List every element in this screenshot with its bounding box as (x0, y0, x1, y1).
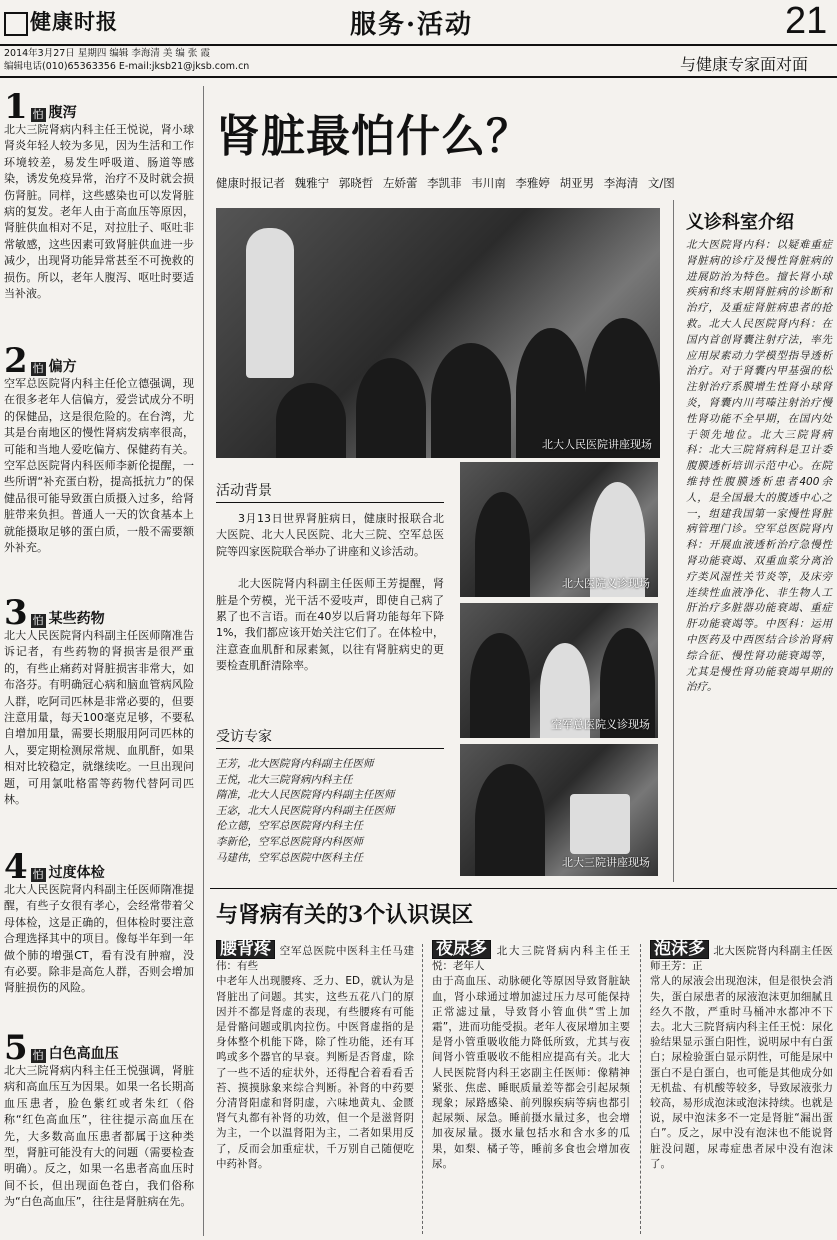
fear-text: 北大人民医院肾内科副主任医师隋准告诉记者，有些药物的肾损害是很严重的，有些止痛药对肾脏损害非常大，如布洛芬。有明确冠心病和脑血管病风险人群，吃阿司匹林是非常必要的，但要注意用量，每天100毫克足够，不要私自增加用量，需要长期服用阿司匹林的人，要定期检测尿常规、血肌酐，如果相对比较稳定，就继续吃。一旦出现问题，可用氯吡格雷等药物代替阿司匹林。 (4, 629, 194, 807)
masthead-rule (0, 76, 837, 78)
myth-tag: 腰背疼 (216, 940, 275, 959)
fear-title: 某些药物 (48, 611, 105, 627)
section-rule (210, 888, 837, 889)
fear-tag: 怕 (32, 108, 44, 121)
myth-text: 由于高血压、动脉硬化等原因导致肾脏缺血，肾小球通过增加滤过压力尽可能保持正常滤过量，导致肾小管血供“雪上加霜”，进而功能受损。老年人夜尿增加主要是肾小管重吸收能力降低所致，尤其与夜间肾小管重吸收不能相应提高有关。北大人民医院肾内科王宓副主任医师：像精神紧张、焦虑、睡眠质量差等都会引起尿频现象；尿路感染、前列腺疾病等病也都引起尿频、尿急。睡前摄水量过多，也会增加夜尿量。摄水量包括水和含水多的瓜果，如梨、橘子等，睡前多食也会增加夜尿。 (432, 975, 630, 1170)
lecture-photo (216, 208, 660, 458)
clinic-title: 义诊科室介绍 (686, 212, 794, 233)
booklet-figure (570, 794, 630, 854)
myth-tag: 夜尿多 (432, 940, 491, 959)
section-title: 服务·活动 (350, 10, 474, 40)
expert-item: 李新伦，空军总医院肾内科医师 (216, 835, 363, 848)
background-rule (216, 502, 444, 503)
fear-5 (4, 1028, 194, 1211)
fear-title: 腹泻 (48, 105, 77, 121)
fear-text: 北大人民医院肾内科副主任医师隋准提醒，有些子女很有孝心，会经常带着父母体检，这是正确的，但体检时要注意合理选择其中的项目。像每半年到一年做个肺的增强CT，看有没有肿瘤，没有必要。除非是高危人群，否则会增加肾脏损伤的风险。 (4, 883, 194, 995)
background-box (216, 480, 444, 675)
myth-intro: 北大三院肾病内科主任王悦：老年人 (432, 945, 630, 973)
myth-intro: 北大医院肾内科副主任医师王芳：正 (650, 945, 833, 973)
myths-title: 与肾病有关的3个认识误区 (216, 902, 474, 928)
fear-tag: 怕 (32, 868, 44, 881)
photo-caption: 北大人民医院讲座现场 (542, 438, 652, 451)
logo-mark-icon (4, 12, 28, 36)
background-p2: 北大医院肾内科副主任医师王芳提醒，肾脏是个劳模，光干活不爱吱声，即使自己病了累了也不言语。而在40岁以后肾功能每年下降1%，我们都应该开始关注它们了。在体检中，注意查血肌酐和尿素氮，以往有肾脏病史的更要检查肌酐清除率。 (216, 577, 444, 673)
myth-intro: 空军总医院中医科主任马建伟：有些 (216, 945, 414, 973)
myth-divider (422, 944, 423, 1234)
experts-rule (216, 748, 444, 749)
myth-tag: 泡沫多 (650, 940, 709, 959)
newspaper-logo (4, 6, 118, 36)
byline: 健康时报记者 魏雅宁 郭晓哲 左娇蕾 李凯菲 韦川南 李雅婷 胡亚男 李海清 文/图 (216, 176, 675, 190)
myth-2 (432, 940, 630, 1172)
fear-number: 2 (4, 341, 28, 381)
background-p1: 3月13日世界肾脏病日，健康时报联合北大医院、北大人民医院、北大三院、空军总医院等四家医院联合举办了讲座和义诊活动。 (216, 512, 444, 558)
photo-caption: 北大三院讲座现场 (562, 856, 650, 869)
fear-text: 北大三院肾病内科主任王悦强调，肾脏病和高血压互为因果。如果一名长期高血压患者，脸色紫红或者朱红（俗称“红色高血压”，往往提示高血压在先，大多数高血压患者都属于这种类型，肾脏可能没有大的问题（需要检查明确）。反之，如果一名患者高血压时间不长，但出现面色苍白，我们俗称为“白色高血压”，往往是肾脏病在先。 (4, 1064, 194, 1209)
person-figure (470, 633, 530, 738)
expert-item: 王悦，北大三院肾病内科主任 (216, 773, 353, 786)
fear-number: 1 (4, 87, 28, 127)
fear-number: 3 (4, 593, 28, 633)
fear-number: 5 (4, 1028, 28, 1068)
fear-4 (4, 847, 194, 997)
photo-caption: 空军总医院义诊现场 (551, 718, 650, 731)
fear-tag: 怕 (32, 362, 44, 375)
myth-text: 中老年人出现腰疼、乏力、ED，就认为是肾脏出了问题。其实，这些五花八门的原因并不都是肾虚的表现，有些腰疼有可能是骨骼问题或肌肉拉伤。中医肾虚指的是身体整个机能下降，除了性功能，还有耳鸣或多个器官的早衰。判断是否肾虚，除了一些不适的症状外，还得配合着看看舌苔、摸摸脉象来综合判断。补肾的中药要分清肾阳虚和肾阴虚，六味地黄丸、金匮肾气丸都有补肾的功效，但一个是滋肾阴为主，一个以温肾阳为主，二者如果用反了，反而会加重症状，千万别自己随便吃中药补肾。 (216, 975, 414, 1170)
person-figure (475, 764, 545, 876)
fear-title: 偏方 (48, 359, 77, 375)
column-divider (673, 200, 674, 882)
background-title: 活动背景 (216, 483, 272, 499)
audience-figure (276, 383, 346, 458)
fear-title: 白色高血压 (48, 1046, 119, 1062)
expert-item: 伦立德，空军总医院肾内科主任 (216, 820, 363, 833)
fear-tag: 怕 (32, 614, 44, 627)
clinic-text: 北大医院肾内科：以疑难重症肾脏病的诊疗及慢性肾脏病的进展防治为特色。擅长肾小球疾病和终末期肾脏病的诊断和治疗，及重症肾脏病患者的抢救。北大人民医院肾内科：在国内首创肾囊注射疗法，率先应用尿素动力学模型指导透析治疗。对于肾囊内甲基强的松注射治疗系膜增生性肾小球肾炎，肾囊内川芎嗪注射治疗慢性肾功能不全早期，在国内处于领先地位。北大三院肾病科：北大三院肾病科是卫计委腹膜透析培训示范中心。在院维持性腹膜透析患者400余人，是全国最大的腹透中心之一，组建我国第一家慢性肾脏病管理门诊。空军总医院肾内科：开展血液透析治疗急慢性肾功能衰竭、双重血浆分离治疗类风湿性关节炎等，及床旁连续性血液净化、非生物人工肝治疗多脏器功能衰竭、重症肝功能衰竭等。中医科：运用中医药及中西医结合诊治肾病综合征、慢性肾功能衰竭等，尤其是慢性肾功能衰竭早期的治疗。 (686, 239, 832, 694)
expert-item: 马建伟，空军总医院中医科主任 (216, 851, 363, 864)
column-name: 与健康专家面对面 (680, 55, 809, 74)
clinic-photo-bd (460, 462, 658, 597)
audience-figure (431, 343, 511, 458)
fear-text: 北大三院肾病内科主任王悦说，肾小球肾炎年轻人较为多见，因为生活和工作环境较差，易发生呼吸道、肠道等感染，诱发免疫异常，治疗不及时就会损伤肾脏。同样，这些感染也可以发肾脏病的复发。老年人由于高血压等原因，肾脏供血相对不足，对拉肚子、呕吐非常敏感，这些因素可致肾脏供血进一步减少，出现肾功能异常甚至不可挽救的损伤。所以，老年人腹泻、呕吐时要适当补液。 (4, 123, 194, 301)
fear-3 (4, 593, 194, 808)
fear-2 (4, 341, 194, 556)
contact-line: 编辑电话(010)65363356 E-mail:jksb21@jksb.com.cn (4, 61, 250, 72)
expert-item: 王宓，北大人民医院肾内科副主任医师 (216, 804, 395, 817)
speaker-figure (246, 228, 294, 378)
date-line: 2014年3月27日 星期四 编辑 李海清 美 编 张 霞 (4, 48, 210, 59)
fear-title: 过度体检 (48, 865, 105, 881)
column-divider (203, 86, 204, 1236)
fear-tag: 怕 (32, 1049, 44, 1062)
logo-text: 健康时报 (30, 9, 118, 34)
page-number: 21 (785, 0, 828, 42)
experts-title: 受访专家 (216, 729, 272, 745)
experts-box (216, 726, 444, 866)
myth-1 (216, 940, 414, 1172)
person-figure (475, 492, 530, 597)
myth-3 (650, 940, 833, 1172)
expert-item: 隋准，北大人民医院肾内科副主任医师 (216, 789, 395, 802)
audience-figure (356, 358, 426, 458)
expert-item: 王芳，北大医院肾内科副主任医师 (216, 758, 374, 770)
fear-1 (4, 87, 194, 302)
clinic-photo-air (460, 603, 658, 738)
fear-text: 空军总医院肾内科主任伦立德强调，现在很多老年人信偏方，爱尝试成分不明的保健品，这是很危险的。在台湾，尤其是台南地区的慢性肾病发病率很高，可能和当地人爱吃偏方、保健药有关。空军总医院肾内科医师李新伦提醒，一些所谓“补充蛋白粉，提高抵抗力”的保健品很可能导致蛋白质摄入过多，给肾脏带来负担。普通人一天的饮食基本上就能摄取足够的蛋白质，一般不需要额外补充。 (4, 377, 194, 555)
myth-divider (640, 944, 641, 1234)
masthead (0, 0, 837, 46)
lecture-photo-b3 (460, 744, 658, 876)
myth-text: 常人的尿液会出现泡沫，但是很快会消失，蛋白尿患者的尿液泡沫更加细腻且经久不散，严重时马桶冲水都冲不下去。北大三院肾病内科主任王悦：尿化验结果显示蛋白阳性，说明尿中有白蛋白；尿检验蛋白显示阴性，可能是尿中蛋白不是白蛋白，也可能是其他成分如无机盐、有机酸等较多，导致尿液张力较高，易形成泡沫或泡沫持续。也就是说，尿中泡沫多不一定是肾脏“漏出蛋白”。反之，尿中没有泡沫也不能说肾脏没问题，尿毒症患者尿中没有泡沫了。 (650, 975, 833, 1170)
fear-number: 4 (4, 847, 28, 887)
headline: 肾脏最怕什么？ (216, 111, 531, 162)
photo-caption: 北大医院义诊现场 (562, 577, 650, 590)
